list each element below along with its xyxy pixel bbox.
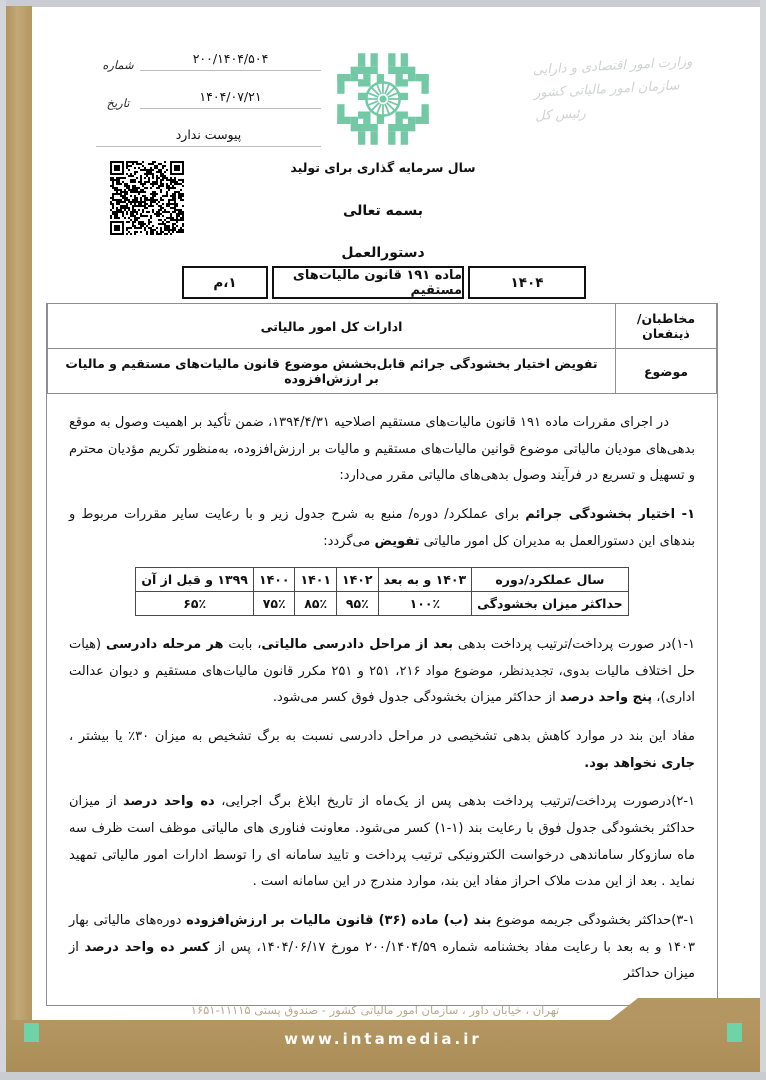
clause-2-1-bold-1: ده واحد درصد	[123, 794, 215, 810]
pct-header-col-3: ۱۴۰۱	[295, 568, 337, 592]
document-meta-table	[47, 304, 717, 394]
pct-value-4: ۷۵٪	[253, 592, 295, 616]
pct-header-col-2: ۱۴۰۲	[337, 568, 379, 592]
header-field-attachment	[96, 120, 321, 150]
pct-row-label: حداکثر میزان بخشودگی	[472, 592, 629, 616]
pct-header-col-1: ۱۴۰۳ و به بعد	[378, 568, 472, 592]
clause-1-1-note	[69, 724, 695, 777]
clause-1-bold-2: تفویض	[374, 533, 420, 549]
ministry-line-2: سازمان امور مالیاتی کشور	[533, 78, 680, 101]
footer-website-url: www.intamedia.ir	[284, 1030, 482, 1048]
header-label-number: شماره	[102, 58, 134, 72]
header-value-date: ۱۴۰۴/۰۷/۲۱	[199, 89, 262, 104]
iran-tax-administration-logo-icon	[331, 47, 435, 151]
clause-1-1-bold-3: پنج واحد درصد	[559, 690, 653, 706]
table-row	[48, 349, 717, 394]
header-rule-attachment	[96, 127, 321, 147]
footer-band	[6, 1020, 760, 1072]
clause-1-number: ۱-	[675, 506, 695, 522]
scan-edge-top	[0, 0, 766, 7]
clause-2-1-post: از میزان حداکثر بخشودگی جدول فوق با رعایت بند (۱-۱) کسر می‌شود. معاونت فناوری های مالیاتی موظف است ظرف سه ماه سازوکار ساماندهی درخواست الکترونیکی ترتیب پرداخت و تایید سامانه ای را توسط ادارات امور مالیاتی تمهید نماید . بعد از این مدت ملاک احراز مفاد این بند، موارد مندرج در این سامانه است .	[69, 794, 695, 890]
clause-1-1-mid-2: (هیات حل اختلاف مالیات بدوی، تجدیدنظر، موضوع مواد ۲۱۶، ۲۵۱ و ۲۵۱ مکرر قانون مالیات‌های مستقیم و دیوان عدالت اداری)،	[69, 637, 696, 706]
document-code-box: ۱،م	[182, 266, 268, 299]
table-row	[48, 304, 717, 349]
clause-1-bold-1: اختیار بخشودگی جرائم	[525, 506, 676, 522]
ministry-line-3: رئیس کل	[534, 105, 587, 124]
year-slogan: سال سرمایه گذاری برای تولید	[290, 160, 476, 175]
meta-value-audience: ادارات کل امور مالیاتی	[48, 304, 616, 349]
clause-1-1-mid-1: ، بابت	[223, 637, 262, 653]
pct-header-label: سال عملکرد/دوره	[472, 568, 629, 592]
scan-edge-bottom	[0, 1072, 766, 1080]
header-field-date	[96, 82, 321, 112]
document-header-fields	[96, 44, 321, 158]
clause-1	[69, 502, 695, 555]
footer-address: تهران ، خیابان داور ، سازمان امور مالیاتی کشور - صندوق پستی ۱۱۱۱۵-۱۶۵۱	[190, 1003, 560, 1017]
pct-value-5: ۶۵٪	[136, 592, 254, 616]
clause-3-1-bold-2: کسر ده واحد درصد	[84, 939, 210, 955]
header-value-attachment: پیوست ندارد	[175, 127, 242, 142]
clause-1-1-pre: ۱-۱)در صورت پرداخت/ترتیب پرداخت بدهی	[452, 637, 695, 653]
meta-value-subject: تفویض اختیار بخشودگی جرائم قابل‌بخشش موضوع قانون مالیات‌های مستقیم و مالیات بر ارزش‌افزوده	[48, 349, 616, 394]
table-row	[136, 592, 628, 616]
header-label-date: تاریخ	[106, 96, 130, 110]
clause-1-1-note-bold: جاری نخواهد بود.	[584, 755, 695, 771]
document-content-box	[46, 303, 718, 1006]
document-type-title: دستورالعمل	[341, 245, 425, 261]
document-year-box: ۱۴۰۴	[468, 266, 586, 299]
header-rule-number	[140, 51, 321, 71]
clause-3-1-mid: دوره‌های مالیاتی بهار ۱۴۰۳ و به بعد با رعایت مفاد بخشنامه شماره ۲۰۰/۱۴۰۴/۵۹ مورخ ۱۴۰۴/۰۶/۱۷، پس از	[69, 912, 695, 955]
besmellah-text: بسمه تعالی	[342, 203, 424, 219]
clause-1-1-bold-1: بعد از مراحل دادرسی مالیاتی	[261, 637, 453, 653]
pct-value-2: ۹۵٪	[337, 592, 379, 616]
clause-3-1-pre: ۳-۱)حداکثر بخشودگی جریمه موضوع	[491, 912, 695, 928]
forgiveness-rate-table	[135, 567, 628, 616]
clause-1-1-note-pre: مفاد این بند در موارد کاهش بدهی تشخیصی در مراحل دادرسی نسبت به برگ تشخیص به میزان ۳۰٪ یا بیشتر ،	[69, 729, 695, 745]
header-rule-date	[140, 89, 321, 109]
clause-2-1-pre: ۲-۱)درصورت پرداخت/ترتیب پرداخت بدهی پس از یک‌ماه از تاریخ ابلاغ برگ اجرایی،	[214, 794, 695, 810]
paragraph-intro: در اجرای مقررات ماده ۱۹۱ قانون مالیات‌های مستقیم اصلاحیه ۱۳۹۴/۴/۳۱، ضمن تأکید بر اهمیت وصول به موقع بدهی‌های مودیان مالیاتی موضوع قوانین مالیات‌های مستقیم و مالیات بر ارزش‌افزوده، به‌منظور تکریم مؤدیان محترم و تسهیل و تسریع در فرآیند وصول بدهی‌های مالیاتی مقرر می‌دارد:	[69, 415, 695, 484]
clause-1-1	[69, 632, 695, 712]
meta-key-audience: مخاطبان/ ذینفعان	[616, 304, 717, 349]
pct-header-col-5: ۱۳۹۹ و قبل از آن	[136, 568, 254, 592]
clause-1-1-post: از حداکثر میزان بخشودگی جدول فوق کسر می‌شود.	[272, 690, 560, 706]
pct-value-3: ۸۵٪	[295, 592, 337, 616]
pct-header-col-4: ۱۴۰۰	[253, 568, 295, 592]
pct-value-1: ۱۰۰٪	[378, 592, 472, 616]
clause-3-1-bold-1: بند (ب) ماده (۳۶) قانون مالیات بر ارزش‌افزوده	[186, 912, 492, 928]
header-value-number: ۲۰۰/۱۴۰۴/۵۰۴	[192, 51, 269, 66]
meta-key-subject: موضوع	[616, 349, 717, 394]
clause-1-1-bold-2: هر مرحله دادرسی	[105, 637, 224, 653]
document-body	[47, 394, 717, 988]
clause-3-1-post: از میزان حداکثر	[69, 939, 695, 982]
header-field-number	[96, 44, 321, 74]
table-row	[136, 568, 628, 592]
clause-3-1	[69, 908, 695, 988]
forgiveness-rate-table-wrapper	[69, 567, 695, 616]
document-identifier-row	[182, 266, 586, 299]
clause-1-post: می‌گردد:	[323, 533, 375, 549]
ministry-signature-watermark	[532, 50, 725, 128]
ministry-line-1: وزارت امور اقتصادی و دارایی	[532, 54, 693, 78]
clause-1-mid: برای عملکرد/ دوره/ منبع به شرح جدول زیر و با رعایت سایر مقررات مربوط و بندهای این دستورالعمل به مدیران کل امور مالیاتی	[69, 506, 695, 549]
document-law-reference-box: ماده ۱۹۱ قانون مالیات‌های مستقیم	[272, 266, 464, 299]
clause-2-1	[69, 789, 695, 896]
